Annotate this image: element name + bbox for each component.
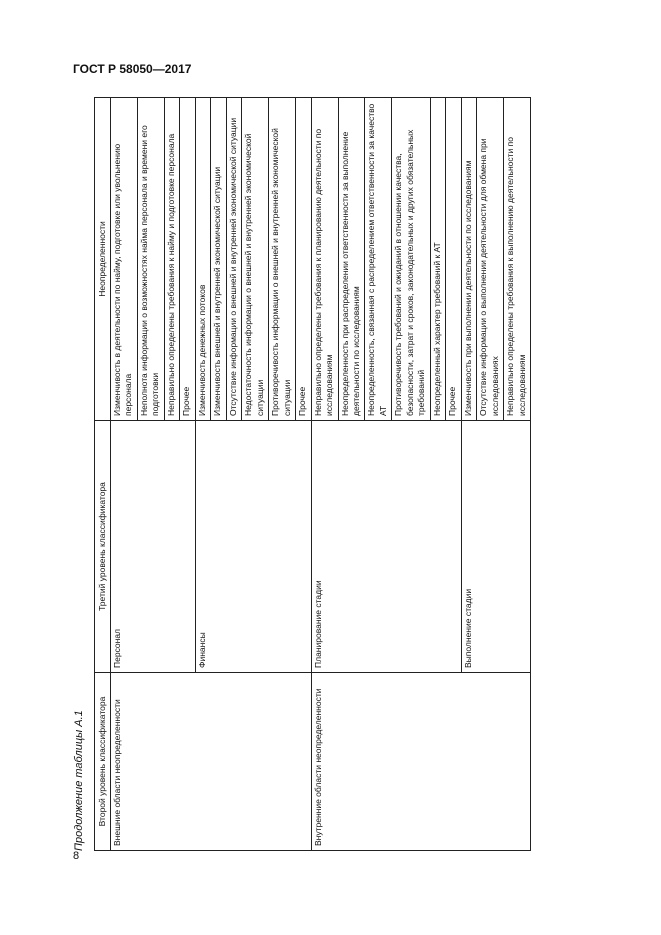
uncertainty-cell: Неопределенный характер требований к АТ [430, 98, 445, 421]
uncertainty-cell: Прочее [446, 98, 461, 421]
table-row [311, 98, 338, 851]
level2-cell: Внешние области неопределенности [111, 673, 196, 851]
uncertainty-cell: Неопределенность, связанная с распределением ответственности за качество АТ [365, 98, 392, 421]
uncertainty-cell: Отсутствие информации о внешней и внутренней экономической ситуации [226, 98, 241, 421]
uncertainty-cell: Прочее [180, 98, 195, 421]
uncertainty-cell: Противоречивость информации о внешней и внутренней экономической ситуации [269, 98, 296, 421]
uncertainty-cell: Прочее [296, 98, 311, 421]
level2-cell: Внутренние области неопределенности [311, 673, 461, 851]
uncertainty-cell: Неправильно определены требования к выполнению деятельности по исследованиям [504, 98, 531, 421]
classification-table [94, 97, 531, 851]
uncertainty-cell: Недостаточность информации о внешней и внутренней экономической ситуации [242, 98, 269, 421]
table-body [111, 98, 531, 851]
uncertainty-cell: Неопределенность при распределении ответственности за выполнение деятельности по исследованиям [338, 98, 365, 421]
uncertainty-cell: Изменчивость внешней и внутренней экономической ситуации [211, 98, 226, 421]
level2-cell [195, 673, 311, 851]
uncertainty-cell: Изменчивость при выполнении деятельности по исследованиям [461, 98, 476, 421]
column-header: Третий уровень классификатора [95, 421, 111, 673]
uncertainty-cell: Отсутствие информации о выполнении деятельности для обмена при исследованиях [477, 98, 504, 421]
document-standard-header: ГОСТ Р 58050—2017 [73, 62, 192, 76]
table-caption: Продолжение таблицы А.1 [73, 710, 85, 851]
table-row [111, 98, 138, 851]
column-header: Неопределенности [95, 98, 111, 421]
uncertainty-cell: Изменчивость в деятельности по найму, подготовке или увольнению персонала [111, 98, 138, 421]
level3-cell: Персонал [111, 421, 196, 673]
level2-cell [461, 673, 530, 851]
table-header-row [95, 98, 111, 851]
uncertainty-cell: Неправильно определены требования к найму и подготовке персонала [164, 98, 179, 421]
table-row [461, 98, 476, 851]
rotated-table-area [69, 98, 594, 851]
level3-cell: Выполнение стадии [461, 421, 530, 673]
page-number: 8 [73, 850, 80, 862]
column-header: Второй уровень классификатора [95, 673, 111, 851]
uncertainty-cell: Неполнота информации о возможностях найма персонала и времени его подготовки [137, 98, 164, 421]
table-row [195, 98, 210, 851]
uncertainty-cell: Изменчивость денежных потоков [195, 98, 210, 421]
uncertainty-cell: Неправильно определены требования к планированию деятельности по исследованиям [311, 98, 338, 421]
level3-cell: Финансы [195, 421, 311, 673]
uncertainty-cell: Противоречивость требований и ожиданий в отношении качества, безопасности, затрат и сроков, законодательных и других обязательных требований [392, 98, 430, 421]
level3-cell: Планирование стадии [311, 421, 461, 673]
